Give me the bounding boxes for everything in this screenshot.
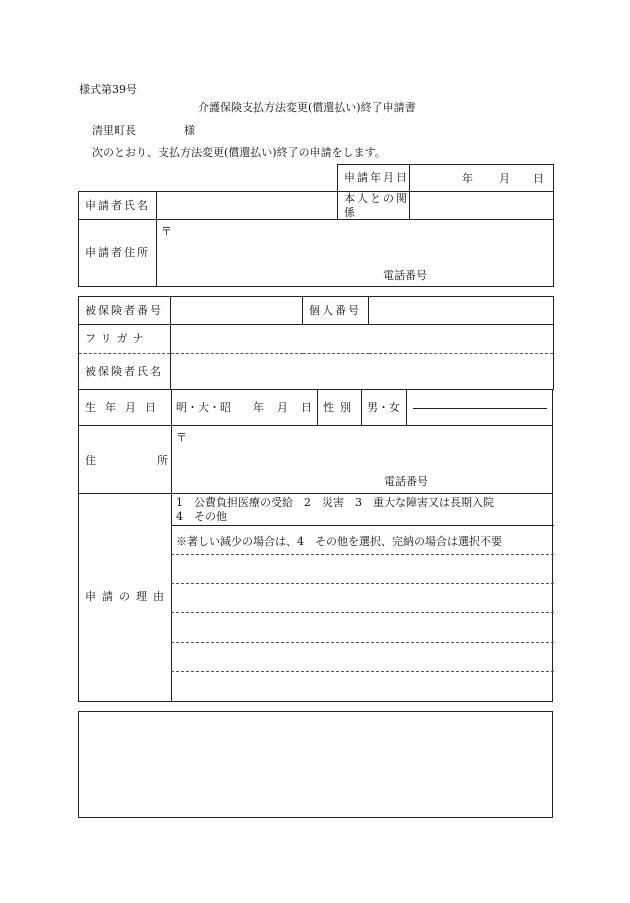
insured-address-label-a: 住 xyxy=(85,454,96,467)
furigana-field[interactable] xyxy=(171,325,554,354)
addressee-honorific: 様 xyxy=(184,124,195,137)
applicant-phone-label: 電話番号 xyxy=(383,269,427,282)
reason-options-line1[interactable]: 1 公費負担医療の受給 2 災害 3 重大な障害又は長期入院 xyxy=(176,496,494,509)
insured-address-row xyxy=(78,426,553,494)
relation-label: 本人との関係 xyxy=(338,192,410,220)
form-title: 介護保険支払方法変更(償還払い)終了申請書 xyxy=(198,101,416,114)
applicant-address-field[interactable] xyxy=(157,220,554,287)
blank-line xyxy=(413,408,547,409)
insured-postal-mark[interactable]: 〒 xyxy=(176,431,187,444)
application-date-day: 日 xyxy=(533,172,544,185)
insured-phone-label[interactable]: 電話番号 xyxy=(384,475,428,488)
birth-year: 年 xyxy=(253,401,264,414)
application-date-month: 月 xyxy=(499,172,510,185)
reason-line-4[interactable] xyxy=(171,642,554,643)
application-date-year: 年 xyxy=(462,172,473,185)
reason-line-5[interactable] xyxy=(171,671,554,672)
reason-options-line2[interactable]: 4 その他 xyxy=(176,510,227,523)
birth-month: 月 xyxy=(277,401,288,414)
applicant-name-field[interactable] xyxy=(157,192,338,220)
remarks-box[interactable] xyxy=(78,711,553,818)
birth-row xyxy=(78,389,553,426)
application-date-label: 申請年月日 xyxy=(338,165,410,192)
sex-label: 性別 xyxy=(323,401,357,414)
applicant-address-label: 申請者住所 xyxy=(79,220,157,287)
applicant-name-label: 申請者氏名 xyxy=(79,192,157,220)
reason-section xyxy=(78,494,553,702)
form-number: 様式第39号 xyxy=(79,83,137,96)
applicant-table xyxy=(78,164,554,287)
insured-name-label: 被保険者氏名 xyxy=(79,354,171,390)
addressee-town: 清里町長 xyxy=(92,124,136,137)
insured-name-field[interactable] xyxy=(171,354,554,390)
intro-text: 次のとおり、支払方法変更(償還払い)終了の申請をします。 xyxy=(92,146,386,159)
reason-label: 申請の理由 xyxy=(85,590,170,603)
insured-table xyxy=(78,296,554,390)
application-date-field[interactable] xyxy=(410,165,554,192)
insured-address-label-b: 所 xyxy=(157,454,168,467)
birth-label: 生年月日 xyxy=(85,401,165,414)
reason-line-2[interactable] xyxy=(171,583,554,584)
relation-field[interactable] xyxy=(410,192,554,220)
birth-day: 日 xyxy=(301,401,312,414)
reason-line-1[interactable] xyxy=(171,554,554,555)
furigana-label: フリガナ xyxy=(79,325,171,354)
reason-line-3[interactable] xyxy=(171,612,554,613)
birth-era-options[interactable]: 明・大・昭 xyxy=(176,401,231,414)
personal-number-label: 個人番号 xyxy=(303,297,369,325)
personal-number-field[interactable] xyxy=(369,297,554,325)
insured-number-label: 被保険者番号 xyxy=(79,297,171,325)
insured-number-field[interactable] xyxy=(171,297,303,325)
reason-note: ※著しい減少の場合は、4 その他を選択、完納の場合は選択不要 xyxy=(176,535,502,548)
applicant-postal-mark: 〒 xyxy=(161,225,172,238)
sex-options[interactable]: 男・女 xyxy=(367,401,400,414)
